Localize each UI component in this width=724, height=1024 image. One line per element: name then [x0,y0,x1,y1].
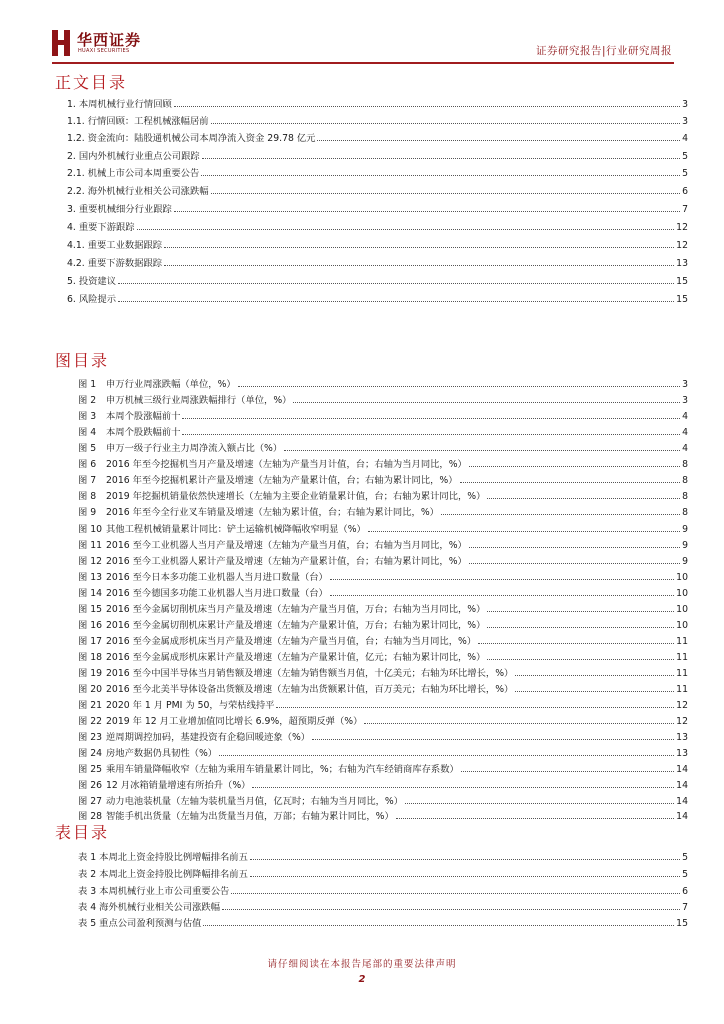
table-title: 本周北上资金持股比例降幅排名前五 [99,869,248,880]
contents-title: 正文目录 [55,73,128,92]
figure-label: 图 22 [78,716,103,727]
toc-entry[interactable] [67,237,688,251]
figure-label: 图 27 [78,796,103,807]
figure-page: 14 [676,796,688,807]
figure-page: 4 [682,411,688,422]
figure-entry[interactable] [78,808,688,822]
figure-entry[interactable] [78,665,688,679]
figure-entry[interactable] [78,424,688,438]
table-title: 海外机械行业相关公司涨跌幅 [99,902,221,913]
figure-title: 申万机械三级行业周涨跌幅排行（单位，%） [106,395,292,406]
toc-entry-title: 5. 投资建议 [67,276,117,287]
figure-page: 11 [676,636,688,647]
toc-entry[interactable] [67,255,688,269]
figure-label: 图 14 [78,588,103,599]
figure-title: 本周个股涨幅前十 [106,411,181,422]
figure-entry[interactable] [78,472,688,486]
figure-label: 图 5 [78,443,97,454]
company-logo [50,28,160,60]
figure-entry[interactable] [78,681,688,695]
dot-leader [252,787,674,788]
page-header [0,0,724,66]
figure-page: 8 [682,491,688,502]
figure-label: 图 26 [78,780,103,791]
dot-leader [396,818,674,819]
figure-page: 9 [682,556,688,567]
header-divider [52,62,674,64]
figure-label: 图 24 [78,748,103,759]
toc-entry-page: 3 [682,99,688,110]
toc-entry[interactable] [67,148,688,162]
figure-page: 13 [676,748,688,759]
toc-entry-page: 5 [682,168,688,179]
figure-title: 2016 至今金属切削机床累计产量及增速（左轴为产量累计值，万台；右轴为累计同比，%） [106,620,486,631]
dot-leader [460,482,681,483]
figure-label: 图 18 [78,652,103,663]
figure-title: 2016 至今德国多功能工业机器人当月进口数量（台） [106,588,328,599]
figure-title: 2016 至今日本多功能工业机器人当月进口数量（台） [106,572,328,583]
dot-leader [478,643,674,644]
figure-page: 9 [682,524,688,535]
figure-title: 乘用车销量降幅收窄（左轴为乘用车销量累计同比，%；右轴为汽车经销商库存系数） [106,764,459,775]
figure-label: 图 25 [78,764,103,775]
dot-leader [469,563,680,564]
table-label: 表 3 [78,886,97,897]
figure-title: 申万行业周涨跌幅（单位，%） [106,379,236,390]
toc-entry-title: 4. 重要下游跟踪 [67,222,135,233]
dot-leader [219,755,674,756]
dot-leader [118,283,674,284]
figure-label: 图 8 [78,491,97,502]
dot-leader [222,909,680,910]
dot-leader [487,627,674,628]
figure-page: 10 [676,620,688,631]
dot-leader [250,859,680,860]
figure-entry[interactable] [78,537,688,551]
table-entry[interactable] [78,883,688,897]
figure-entry[interactable] [78,777,688,791]
figure-page: 9 [682,540,688,551]
toc-entry-title: 2.2. 海外机械行业相关公司涨跌幅 [67,186,209,197]
figure-page: 3 [682,395,688,406]
figure-entry[interactable] [78,569,688,583]
figure-entry[interactable] [78,697,688,711]
dot-leader [231,893,680,894]
dot-leader [293,402,680,403]
toc-entry[interactable] [67,165,688,179]
toc-entry-title: 1.2. 资金流向：陆股通机械公司本周净流入资金 29.78 亿元 [67,133,316,144]
figure-entry[interactable] [78,793,688,807]
figure-label: 图 4 [78,427,97,438]
table-title: 本周北上资金持股比例增幅排名前五 [99,852,248,863]
toc-entry-title: 4.1. 重要工业数据跟踪 [67,240,163,251]
dot-leader [211,123,681,124]
dot-leader [276,707,674,708]
dot-leader [330,579,674,580]
figure-title: 2019 年挖掘机销量依然快速增长（左轴为主要企业销量累计值，台；右轴为累计同比，%） [106,491,486,502]
toc-entry-page: 7 [682,204,688,215]
figure-entry[interactable] [78,392,688,406]
table-title: 重点公司盈利预测与估值 [99,918,202,929]
toc-entry[interactable] [67,130,688,144]
dot-leader [211,193,681,194]
figure-title: 智能手机出货量（左轴为出货量当月值，万部；右轴为累计同比，%） [106,811,394,822]
toc-entry-title: 1. 本周机械行业行情回顾 [67,99,172,110]
figure-label: 图 11 [78,540,103,551]
table-entry[interactable] [78,866,688,880]
page-number: 2 [358,974,366,985]
figure-title: 2016 至今工业机器人当月产量及增速（左轴为产量当月值，台；右轴为当月同比，%） [106,540,467,551]
figure-title: 2016 年至今挖掘机当月产量及增速（左轴为产量当月计值，台；右轴为当月同比，%） [106,459,467,470]
figure-label: 图 21 [78,700,103,711]
table-page: 5 [682,869,688,880]
logo-mark-icon [50,28,72,58]
figure-page: 12 [676,700,688,711]
dot-leader [250,876,680,877]
figure-title: 2016 至今金属切削机床当月产量及增速（左轴为产量当月值，万台；右轴为当月同比，%） [106,604,486,615]
figure-label: 图 15 [78,604,103,615]
toc-entry[interactable] [67,113,688,127]
figure-title: 2016 至今金属成形机床累计产量及增速（左轴为产量累计值，亿元；右轴为累计同比，%） [106,652,486,663]
dot-leader [201,175,680,176]
figures-title: 图目录 [55,351,110,370]
dot-leader [284,450,680,451]
table-entry[interactable] [78,899,688,913]
toc-entry-page: 5 [682,151,688,162]
figure-label: 图 7 [78,475,97,486]
table-title: 本周机械行业上市公司重要公告 [99,886,230,897]
dot-leader [238,386,680,387]
figure-page: 14 [676,780,688,791]
figure-entry[interactable] [78,585,688,599]
dot-leader [182,418,680,419]
dot-leader [317,140,680,141]
toc-entry-page: 12 [676,222,688,233]
figure-label: 图 20 [78,684,103,695]
toc-entry[interactable] [67,219,688,233]
figure-label: 图 19 [78,668,103,679]
table-page: 15 [676,918,688,929]
figure-title: 12 月冰箱销量增速有所抬升（%） [106,780,251,791]
dot-leader [405,803,674,804]
logo-english-name: HUAXI SECURITIES [78,48,130,54]
toc-entry-page: 13 [676,258,688,269]
figure-title: 动力电池装机量（左轴为装机量当月值，亿瓦时；右轴为当月同比，%） [106,796,404,807]
figure-entry[interactable] [78,456,688,470]
toc-entry-page: 4 [682,133,688,144]
toc-entry-page: 12 [676,240,688,251]
toc-entry-page: 6 [682,186,688,197]
figure-entry[interactable] [78,376,688,390]
figure-title: 其他工程机械销量累计同比：铲土运输机械降幅收窄明显（%） [106,524,366,535]
figure-label: 图 1 [78,379,97,390]
figure-page: 13 [676,732,688,743]
table-label: 表 5 [78,918,97,929]
dot-leader [137,229,675,230]
figure-page: 14 [676,764,688,775]
figure-page: 10 [676,604,688,615]
figure-title: 2019 年 12 月工业增加值同比增长 6.9%，超预期反弹（%） [106,716,363,727]
figure-page: 11 [676,684,688,695]
figure-entry[interactable] [78,504,688,518]
figure-label: 图 16 [78,620,103,631]
dot-leader [330,595,674,596]
figure-label: 图 17 [78,636,103,647]
figure-entry[interactable] [78,521,688,535]
dot-leader [487,611,674,612]
figure-entry[interactable] [78,745,688,759]
figure-title: 申万一级子行业主力周净流入额占比（%） [106,443,283,454]
figure-entry[interactable] [78,649,688,663]
figure-entry[interactable] [78,408,688,422]
figure-label: 图 28 [78,811,103,822]
toc-entry-title: 2. 国内外机械行业重点公司跟踪 [67,151,200,162]
dot-leader [174,211,680,212]
figure-entry[interactable] [78,601,688,615]
report-type-label: 证券研究报告|行业研究周报 [535,45,672,57]
dot-leader [182,434,680,435]
toc-entry-page: 3 [682,116,688,127]
figure-page: 11 [676,668,688,679]
figure-page: 4 [682,427,688,438]
toc-entry[interactable] [67,96,688,110]
dot-leader [469,547,680,548]
figure-page: 3 [682,379,688,390]
figure-label: 图 2 [78,395,97,406]
toc-entry-title: 4.2. 重要下游数据跟踪 [67,258,163,269]
figure-title: 2016 年至今全行业叉车销量及增速（左轴为累计值，台；右轴为累计同比，%） [106,507,439,518]
figure-label: 图 10 [78,524,103,535]
figure-page: 8 [682,507,688,518]
figure-entry[interactable] [78,729,688,743]
figure-page: 4 [682,443,688,454]
toc-entry[interactable] [67,273,688,287]
dot-leader [202,158,680,159]
dot-leader [364,723,674,724]
figure-label: 图 3 [78,411,97,422]
figure-label: 图 9 [78,507,97,518]
dot-leader [487,659,674,660]
figure-title: 2016 至今工业机器人累计产量及增速（左轴为产量累计值，台；右轴为累计同比，%） [106,556,467,567]
table-label: 表 4 [78,902,97,913]
dot-leader [469,466,680,467]
figure-entry[interactable] [78,713,688,727]
toc-entry[interactable] [67,201,688,215]
dot-leader [515,675,674,676]
figure-page: 14 [676,811,688,822]
dot-leader [164,265,674,266]
figure-label: 图 6 [78,459,97,470]
toc-entry[interactable] [67,183,688,197]
figure-title: 2016 至今北美半导体设备出货额及增速（左轴为出货额累计值，百万美元；右轴为环比增长，%） [106,684,514,695]
figure-page: 8 [682,459,688,470]
logo-chinese-name: 华西证券 [77,31,142,49]
toc-entry-title: 6. 风险提示 [67,294,117,305]
tables-title: 表目录 [55,823,110,842]
figure-entry[interactable] [78,633,688,647]
table-label: 表 2 [78,869,97,880]
toc-entry-title: 2.1. 机械上市公司本周重要公告 [67,168,200,179]
table-page: 7 [682,902,688,913]
dot-leader [164,247,674,248]
dot-leader [461,771,674,772]
figure-title: 2016 至今中国半导体当月销售额及增速（左轴为销售额当月值，十亿美元；右轴为环比增长，%） [106,668,514,679]
figure-title: 2016 年至今挖掘机累计产量及增速（左轴为产量累计值，台；右轴为累计同比，%） [106,475,458,486]
table-entry[interactable] [78,915,688,929]
figure-title: 2016 至今金属成形机床当月产量及增速（左轴为产量当月值，台；右轴为当月同比，%） [106,636,477,647]
dot-leader [203,925,674,926]
table-entry[interactable] [78,849,688,863]
figure-title: 逆周期调控加码，基建投资有企稳回暖迹象（%） [106,732,311,743]
figure-page: 11 [676,652,688,663]
toc-entry-page: 15 [676,276,688,287]
figure-entry[interactable] [78,488,688,502]
figure-entry[interactable] [78,761,688,775]
figure-label: 图 13 [78,572,103,583]
figure-label: 图 23 [78,732,103,743]
dot-leader [441,514,680,515]
legal-disclaimer: 请仔细阅读在本报告尾部的重要法律声明 [267,959,457,970]
dot-leader [487,498,680,499]
toc-entry[interactable] [67,291,688,305]
figure-entry[interactable] [78,553,688,567]
dot-leader [515,691,674,692]
table-label: 表 1 [78,852,97,863]
figure-entry[interactable] [78,440,688,454]
figure-page: 8 [682,475,688,486]
figure-page: 10 [676,572,688,583]
figure-page: 10 [676,588,688,599]
figure-title: 2020 年 1 月 PMI 为 50，与荣枯线持平 [106,700,275,711]
toc-entry-title: 1.1. 行情回顾：工程机械涨幅居前 [67,116,209,127]
toc-entry-title: 3. 重要机械细分行业跟踪 [67,204,172,215]
figure-entry[interactable] [78,617,688,631]
figure-label: 图 12 [78,556,103,567]
dot-leader [118,301,674,302]
figure-page: 12 [676,716,688,727]
figure-title: 本周个股跌幅前十 [106,427,181,438]
dot-leader [368,531,680,532]
table-page: 6 [682,886,688,897]
dot-leader [174,106,680,107]
table-page: 5 [682,852,688,863]
toc-entry-page: 15 [676,294,688,305]
figure-title: 房地产数据仍具韧性（%） [106,748,218,759]
dot-leader [312,739,674,740]
